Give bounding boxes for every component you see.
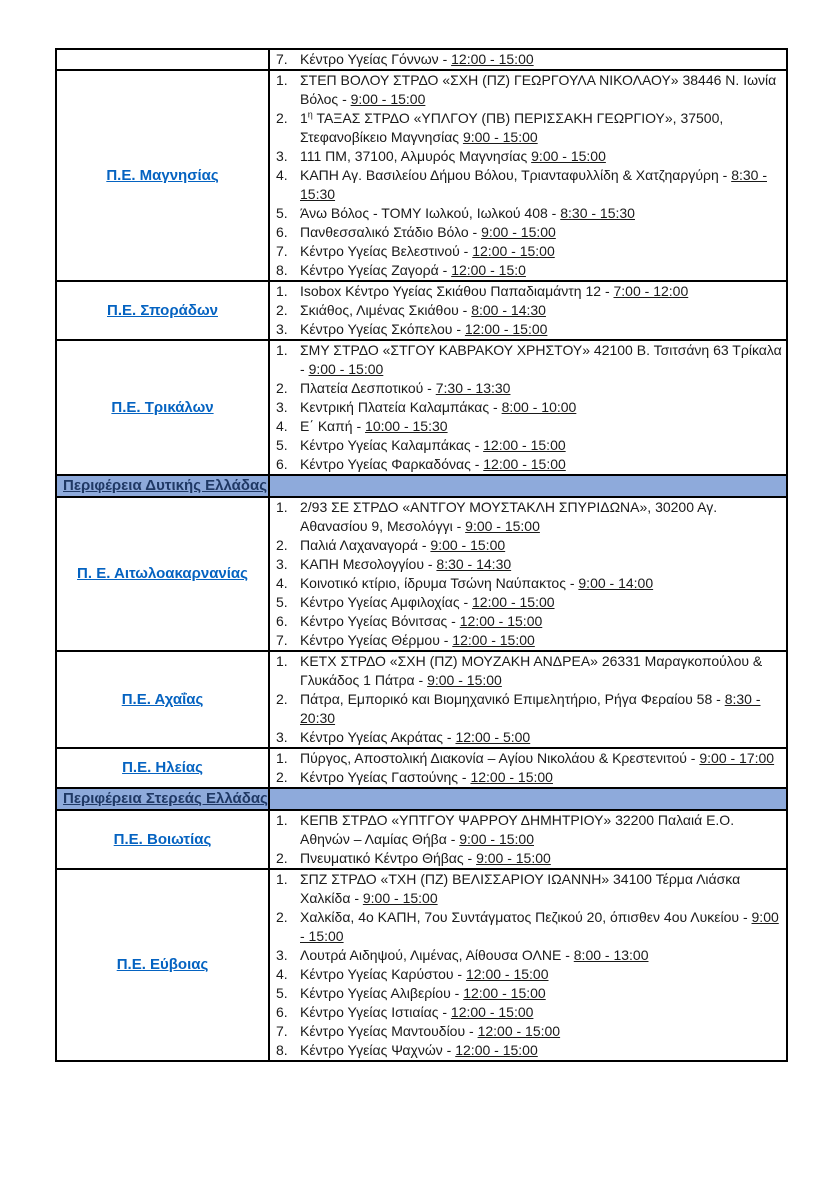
location-item — [270, 728, 786, 747]
item-text — [300, 965, 786, 984]
hours-text: 12:00 - 15:00 — [477, 1023, 561, 1039]
hours-text: 8:30 - 20:30 — [300, 691, 761, 726]
location-item — [270, 984, 786, 1003]
location-item — [270, 1041, 786, 1060]
item-number: 6. — [276, 1004, 288, 1020]
table-row — [56, 49, 787, 70]
item-text — [300, 455, 786, 474]
location-text: ΚΑΠΗ Αγ. Βασιλείου Δήμου Βόλου, Τριανταφυλλίδη & Χατζηαργύρη - — [300, 167, 732, 183]
hours-text: 12:00 - 15:00 — [472, 243, 555, 259]
item-text — [300, 593, 786, 612]
table-row — [56, 281, 787, 340]
region-link[interactable]: Π.Ε. Τρικάλων — [111, 398, 214, 416]
region-band-cell — [56, 475, 269, 497]
hours-text: 9:00 - 15:00 — [362, 890, 438, 906]
location-text: Κέντρο Υγείας Ιστιαίας - — [300, 1004, 451, 1020]
location-item — [270, 536, 786, 555]
location-item — [270, 555, 786, 574]
item-text — [300, 204, 786, 223]
location-text: Πλατεία Δεσποτικού - — [300, 380, 436, 396]
item-number: 7. — [276, 632, 288, 648]
location-item — [270, 631, 786, 650]
location-item — [270, 908, 786, 946]
hours-text: 9:00 - 15:00 — [459, 831, 534, 847]
location-text: Κέντρο Υγείας Βελεστινού - — [300, 243, 473, 259]
location-text: ΚΑΠΗ Μεσολογγίου - — [300, 556, 437, 572]
locations-cell — [269, 651, 787, 748]
item-text — [300, 728, 786, 747]
location-text: Πνευματικό Κέντρο Θήβας - — [300, 850, 477, 866]
locations-cell — [269, 869, 787, 1061]
location-item — [270, 436, 786, 455]
location-text: 1 — [300, 110, 308, 126]
region-cell — [56, 497, 269, 651]
hours-text: 12:00 - 15:00 — [450, 1004, 534, 1020]
hours-text: 9:00 - 15:00 — [308, 361, 384, 377]
location-text: Κέντρο Υγείας Σκόπελου - — [300, 321, 465, 337]
hours-text: 8:00 - 10:00 — [501, 399, 577, 415]
item-text — [300, 109, 786, 147]
item-number: 1. — [276, 342, 288, 358]
hours-text: 7:30 - 13:30 — [435, 380, 511, 396]
hours-text: 12:00 - 15:00 — [459, 613, 543, 629]
region-cell — [56, 340, 269, 475]
region-band-cell — [56, 788, 269, 810]
location-text: Πύργος, Αποστολική Διακονία – Αγίου Νικολάου & Κρεστενιτού - — [300, 750, 700, 766]
item-number: 4. — [276, 966, 288, 982]
location-text: Κεντρική Πλατεία Καλαμπάκας - — [300, 399, 502, 415]
location-text: ΣΤΕΠ ΒΟΛΟΥ ΣΤΡΔΟ «ΣΧΗ (ΠΖ) ΓΕΩΡΓΟΥΛΑ ΝΙΚΟΛΑΟΥ» 38446 Ν. Ιωνία Βόλος - — [300, 72, 777, 107]
location-item — [270, 261, 786, 280]
item-text — [300, 555, 786, 574]
item-text — [300, 768, 786, 787]
item-number: 3. — [276, 399, 288, 415]
item-number: 2. — [276, 850, 288, 866]
item-number: 2. — [276, 537, 288, 553]
hours-text: 12:00 - 15:00 — [470, 769, 553, 785]
item-number: 3. — [276, 947, 288, 963]
item-text — [300, 147, 786, 166]
location-item — [270, 498, 786, 536]
location-item — [270, 612, 786, 631]
hours-text: 10:00 - 15:30 — [365, 418, 448, 434]
location-item — [270, 301, 786, 320]
location-item — [270, 341, 786, 379]
item-text — [300, 1022, 786, 1041]
location-text: ΤΑΞΑΣ ΣΤΡΔΟ «ΥΠΛΓΟΥ (ΠΒ) ΠΕΡΙΣΣΑΚΗ ΓΕΩΡΓΙΟΥ», 37500, Στεφανοβίκειο Μαγνησίας — [300, 110, 724, 145]
item-number: 3. — [276, 729, 288, 745]
schedule-table-body — [56, 49, 787, 1061]
region-band-label: Περιφέρεια Στερεάς Ελλάδας — [63, 790, 268, 807]
table-row — [56, 497, 787, 651]
item-number: 1. — [276, 653, 288, 669]
location-item — [270, 1003, 786, 1022]
table-row — [56, 70, 787, 281]
item-text — [300, 870, 786, 908]
item-text — [300, 984, 786, 1003]
item-number: 3. — [276, 556, 288, 572]
region-band-row — [56, 788, 787, 810]
location-text: Κέντρο Υγείας Μαντουδίου - — [300, 1023, 478, 1039]
item-number: 1. — [276, 283, 288, 299]
location-item — [270, 320, 786, 339]
item-number: 7. — [276, 51, 288, 67]
location-item — [270, 242, 786, 261]
item-text — [300, 908, 786, 946]
region-cell — [56, 70, 269, 281]
item-text — [300, 320, 786, 339]
item-number: 6. — [276, 224, 288, 240]
location-item — [270, 282, 786, 301]
hours-text: 8:30 - 15:30 — [560, 205, 635, 221]
location-item — [270, 223, 786, 242]
item-text — [300, 282, 786, 301]
item-text — [300, 498, 786, 536]
hours-text: 12:00 - 15:00 — [464, 321, 548, 337]
location-item — [270, 811, 786, 849]
locations-cell — [269, 49, 787, 70]
location-item — [270, 71, 786, 109]
location-text: Ε΄ Καπή - — [300, 418, 366, 434]
item-number: 4. — [276, 575, 288, 591]
location-text: ΚΕΤΧ ΣΤΡΔΟ «ΣΧΗ (ΠΖ) ΜΟΥΖΑΚΗ ΑΝΔΡΕΑ» 26331 Μαραγκοπούλου & Γλυκάδος 1 Πάτρα - — [300, 653, 763, 688]
item-text — [300, 652, 786, 690]
location-item — [270, 398, 786, 417]
hours-text: 8:00 - 14:30 — [471, 302, 546, 318]
region-cell — [56, 49, 269, 70]
item-text — [300, 242, 786, 261]
location-text: Παλιά Λαχαναγορά - — [300, 537, 431, 553]
region-cell — [56, 869, 269, 1061]
item-number: 5. — [276, 985, 288, 1001]
item-number: 2. — [276, 380, 288, 396]
region-link[interactable]: Π.Ε. Αχαΐας — [121, 690, 204, 708]
hours-text: 12:00 - 15:00 — [463, 985, 546, 1001]
item-number: 5. — [276, 594, 288, 610]
region-band-spacer — [269, 475, 787, 497]
region-link[interactable]: Π.Ε. Ηλείας — [122, 759, 203, 776]
item-number: 1. — [276, 499, 288, 515]
item-number: 6. — [276, 456, 288, 472]
item-number: 2. — [276, 302, 288, 318]
location-text: ΣΜΥ ΣΤΡΔΟ «ΣΤΓΟΥ ΚΑΒΡΑΚΟΥ ΧΡΗΣΤΟΥ» 42100 Β. Τσιτσάνη 63 Τρίκαλα - — [300, 342, 782, 377]
location-text: Σκιάθος, Λιμένας Σκιάθου - — [300, 302, 472, 318]
location-item — [270, 870, 786, 908]
region-link[interactable]: Π.Ε. Μαγνησίας — [106, 166, 219, 184]
location-item — [270, 1022, 786, 1041]
hours-text: 12:00 - 15:00 — [455, 1042, 538, 1058]
hours-text: 12:00 - 15:00 — [483, 437, 566, 453]
hours-text: 9:00 - 15:00 — [300, 909, 779, 944]
item-number: 5. — [276, 437, 288, 453]
table-row — [56, 340, 787, 475]
location-item — [270, 417, 786, 436]
hours-text: 12:00 - 15:00 — [451, 51, 534, 67]
location-item — [270, 593, 786, 612]
location-text: Κέντρο Υγείας Ακράτας - — [300, 729, 456, 745]
hours-text: 12:00 - 15:0 — [451, 262, 526, 278]
item-text — [300, 301, 786, 320]
item-text — [300, 417, 786, 436]
location-text: 111 ΠΜ, 37100, Αλμυρός Μαγνησίας — [300, 148, 532, 164]
location-text: Πανθεσσαλικό Στάδιο Βόλο - — [300, 224, 482, 240]
item-number: 4. — [276, 418, 288, 434]
location-text: Χαλκίδα, 4ο ΚΑΠΗ, 7ου Συντάγματος Πεζικού 20, όπισθεν 4ου Λυκείου - — [300, 909, 752, 925]
region-band-spacer — [269, 788, 787, 810]
location-text: Κέντρο Υγείας Καλαμπάκας - — [300, 437, 484, 453]
hours-text: 9:00 - 15:00 — [481, 224, 556, 240]
item-number: 6. — [276, 613, 288, 629]
location-item — [270, 946, 786, 965]
hours-text: 12:00 - 5:00 — [455, 729, 531, 745]
item-text — [300, 398, 786, 417]
item-number: 1. — [276, 812, 288, 828]
location-text: Πάτρα, Εμπορικό και Βιομηχανικό Επιμελητήριο, Ρήγα Φεραίου 58 - — [300, 691, 725, 707]
item-text — [300, 379, 786, 398]
item-text — [300, 631, 786, 650]
region-cell — [56, 748, 269, 788]
item-text — [300, 50, 786, 69]
item-number: 2. — [276, 769, 288, 785]
item-text — [300, 849, 786, 868]
item-text — [300, 71, 786, 109]
location-item — [270, 690, 786, 728]
locations-cell — [269, 281, 787, 340]
locations-cell — [269, 340, 787, 475]
hours-text: 8:00 - 13:00 — [573, 947, 649, 963]
hours-text: 9:00 - 15:00 — [531, 148, 606, 164]
table-row — [56, 748, 787, 788]
location-text: Κοινοτικό κτίριο, ίδρυμα Τσώνη Ναύπακτος - — [300, 575, 579, 591]
schedule-table — [55, 48, 788, 1062]
hours-text: 8:30 - 14:30 — [436, 556, 512, 572]
item-text — [300, 436, 786, 455]
location-text: Κέντρο Υγείας Θέρμου - — [300, 632, 453, 648]
item-number: 1. — [276, 871, 288, 887]
table-row — [56, 869, 787, 1061]
region-band-row — [56, 475, 787, 497]
location-text: Κέντρο Υγείας Φαρκαδόνας - — [300, 456, 484, 472]
item-text — [300, 1041, 786, 1060]
item-number: 2. — [276, 110, 288, 126]
location-text: Κέντρο Υγείας Αλιβερίου - — [300, 985, 464, 1001]
location-text: Κέντρο Υγείας Γαστούνης - — [300, 769, 471, 785]
location-item — [270, 109, 786, 147]
location-item — [270, 849, 786, 868]
item-number: 4. — [276, 167, 288, 183]
item-text — [300, 341, 786, 379]
item-text — [300, 166, 786, 204]
region-cell — [56, 810, 269, 869]
superscript-text: η — [307, 109, 313, 120]
table-row — [56, 651, 787, 748]
hours-text: 7:00 - 12:00 — [613, 283, 689, 299]
item-text — [300, 946, 786, 965]
item-number: 7. — [276, 243, 288, 259]
item-text — [300, 536, 786, 555]
hours-text: 12:00 - 15:00 — [452, 632, 535, 648]
hours-text: 9:00 - 15:00 — [465, 518, 540, 534]
item-text — [300, 1003, 786, 1022]
location-text: Λουτρά Αιδηψού, Λιμένας, Αίθουσα ΟΛΝΕ - — [300, 947, 574, 963]
item-text — [300, 811, 786, 849]
hours-text: 9:00 - 15:00 — [462, 129, 538, 145]
locations-cell — [269, 497, 787, 651]
location-item — [270, 574, 786, 593]
location-item — [270, 652, 786, 690]
hours-text: 9:00 - 15:00 — [476, 850, 551, 866]
hours-text: 9:00 - 15:00 — [350, 91, 426, 107]
item-number: 3. — [276, 148, 288, 164]
item-number: 1. — [276, 72, 288, 88]
location-item — [270, 204, 786, 223]
location-text: ΚΕΠΒ ΣΤΡΔΟ «ΥΠΤΓΟΥ ΨΑΡΡΟΥ ΔΗΜΗΤΡΙΟΥ» 32200 Παλαιά Ε.Ο. Αθηνών – Λαμίας Θήβα - — [300, 812, 735, 847]
location-text: Κέντρο Υγείας Ζαγορά - — [300, 262, 452, 278]
locations-cell — [269, 810, 787, 869]
location-text: Κέντρο Υγείας Αμφιλοχίας - — [300, 594, 473, 610]
table-row — [56, 810, 787, 869]
location-text: Isobox Κέντρο Υγείας Σκιάθου Παπαδιαμάντη 12 - — [300, 283, 614, 299]
item-number: 2. — [276, 691, 288, 707]
hours-text: 12:00 - 15:00 — [472, 594, 555, 610]
item-number: 3. — [276, 321, 288, 337]
location-item — [270, 147, 786, 166]
location-item — [270, 749, 786, 768]
region-link[interactable]: Π. Ε. Αιτωλοακαρνανίας — [77, 565, 248, 582]
item-text — [300, 574, 786, 593]
item-number: 7. — [276, 1023, 288, 1039]
region-cell — [56, 281, 269, 340]
item-number: 5. — [276, 205, 288, 221]
hours-text: 9:00 - 15:00 — [427, 672, 502, 688]
item-number: 1. — [276, 750, 288, 766]
hours-text: 9:00 - 17:00 — [699, 750, 775, 766]
location-item — [270, 768, 786, 787]
location-item — [270, 166, 786, 204]
locations-cell — [269, 748, 787, 788]
hours-text: 12:00 - 15:00 — [483, 456, 566, 472]
location-text: Κέντρο Υγείας Γόννων - — [300, 51, 452, 67]
item-text — [300, 223, 786, 242]
hours-text: 9:00 - 15:00 — [430, 537, 506, 553]
region-cell — [56, 651, 269, 748]
location-text: Κέντρο Υγείας Ψαχνών - — [300, 1042, 456, 1058]
hours-text: 8:30 - 15:30 — [300, 167, 767, 202]
item-number: 8. — [276, 262, 288, 278]
location-text: Άνω Βόλος - ΤΟΜΥ Ιωλκού, Ιωλκού 408 - — [300, 205, 561, 221]
region-link[interactable]: Π.Ε. Βοιωτίας — [113, 830, 212, 848]
region-link[interactable]: Π.Ε. Εύβοιας — [116, 956, 209, 973]
region-band-label: Περιφέρεια Δυτικής Ελλάδας — [63, 477, 268, 494]
hours-text: 9:00 - 14:00 — [578, 575, 654, 591]
location-text: ΣΠΖ ΣΤΡΔΟ «ΤΧΗ (ΠΖ) ΒΕΛΙΣΣΑΡΙΟΥ ΙΩΑΝΝΗ» 34100 Τέρμα Λιάσκα Χαλκίδα - — [300, 871, 741, 906]
location-item — [270, 455, 786, 474]
hours-text: 12:00 - 15:00 — [465, 966, 549, 982]
item-text — [300, 690, 786, 728]
location-text: Κέντρο Υγείας Βόνιτσας - — [300, 613, 460, 629]
item-text — [300, 261, 786, 280]
location-text: 2/93 ΣΕ ΣΤΡΔΟ «ΑΝΤΓΟΥ ΜΟΥΣΤΑΚΛΗ ΣΠΥΡΙΔΩΝΑ», 30200 Αγ. Αθανασίου 9, Μεσολόγγι - — [300, 499, 718, 534]
region-link[interactable]: Π.Ε. Σποράδων — [107, 301, 218, 319]
locations-cell — [269, 70, 787, 281]
location-item — [270, 379, 786, 398]
item-number: 8. — [276, 1042, 288, 1058]
location-item — [270, 50, 786, 69]
item-number: 2. — [276, 909, 288, 925]
location-text: Κέντρο Υγείας Καρύστου - — [300, 966, 466, 982]
item-text — [300, 749, 786, 768]
item-text — [300, 612, 786, 631]
location-item — [270, 965, 786, 984]
